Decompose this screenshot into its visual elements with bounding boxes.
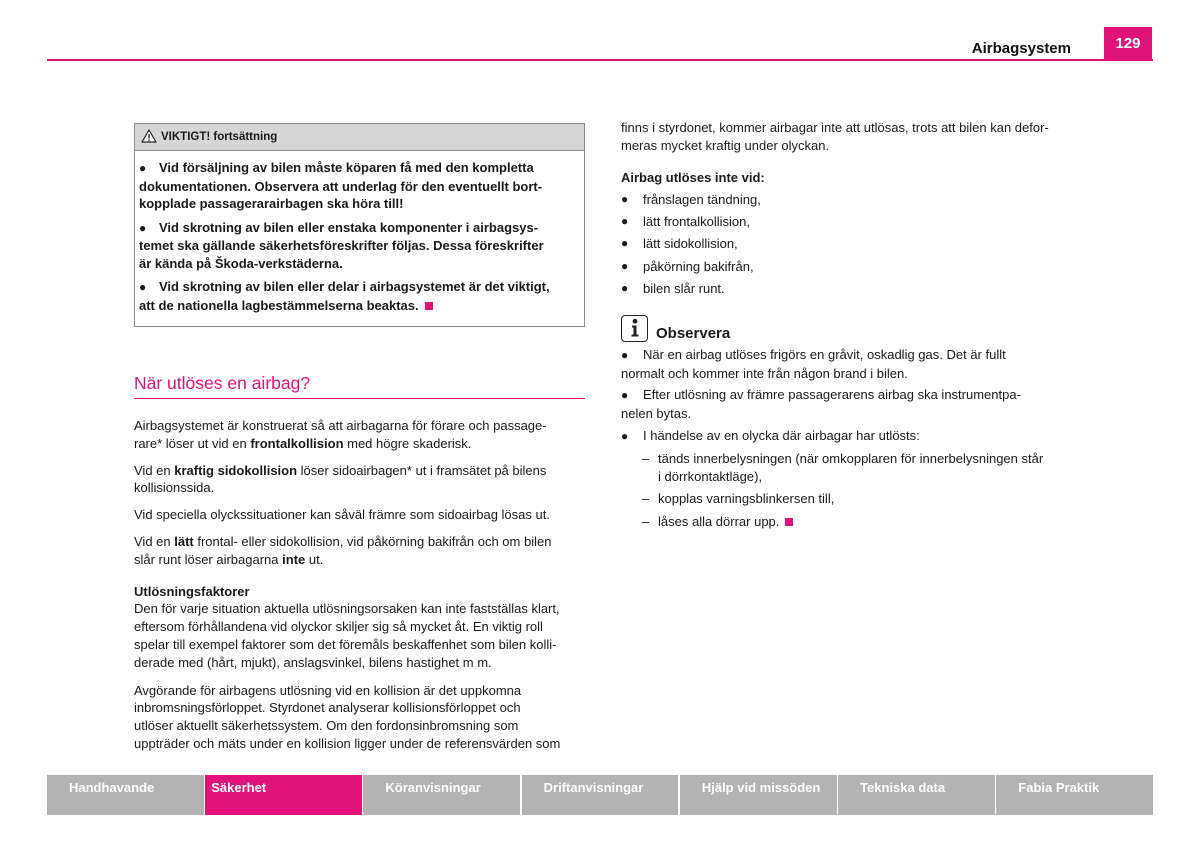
list-item: ● I händelse av en olycka där airbagar har utlösts:	[621, 427, 1076, 446]
tab-handhavande[interactable]: Handhavande	[47, 775, 204, 815]
paragraph: Den för varje situation aktuella utlösningsorsaken kan inte fastställas klart, eftersom förhållandena vid olyckor skiljer sig så mycket åt. En viktig roll spelar till exempel faktorer som det föremåls beskaffenhet som bilen kolli- derade med (hårt, mjukt), anslagsvinkel, bilens hastighet m m.	[134, 601, 560, 670]
dash-icon: –	[642, 451, 650, 467]
paragraph: Avgörande för airbagens utlösning vid en kollision är det uppkomna inbromsningsförloppet. Styrdonet analyserar kollisionsförloppet och utlöser aktuellt säkerhetssystem. Om den fordonsinbromsning som uppträder och mäts under en kollision ligger under de referensvärden som	[134, 682, 561, 751]
paragraph: Vid speciella olyckssituationer kan såväl främre som sidoairbag lösas ut.	[134, 507, 550, 523]
header-divider	[47, 59, 1153, 61]
page-number: 129	[1104, 27, 1152, 60]
sub-list-item: – kopplas varningsblinkersen till,	[642, 491, 835, 507]
note-title: Observera	[656, 324, 731, 342]
note-header	[621, 315, 1076, 342]
left-column	[134, 123, 585, 753]
bullet-icon: ●	[621, 191, 629, 206]
bullet-icon: ●	[139, 220, 147, 235]
tab-hjalp-vid-missoden[interactable]: Hjälp vid missöden	[680, 775, 837, 815]
tab-tekniska-data[interactable]: Tekniska data	[838, 775, 995, 815]
bullet-icon: ●	[621, 281, 629, 296]
tab-koranvisningar[interactable]: Köranvisningar	[363, 775, 520, 815]
list-item: ● frånslagen tändning,	[621, 191, 761, 207]
end-marker-icon	[785, 518, 793, 526]
list-item: ● Efter utlösning av främre passagerarens airbag ska instrumentpa- nelen bytas.	[621, 387, 1021, 422]
bullet-icon: ●	[139, 280, 147, 294]
warning-body	[135, 151, 584, 326]
dash-icon: –	[642, 513, 650, 529]
warning-header	[135, 124, 584, 151]
sub-list-item: – tänds innerbelysningen (när omkopplaren för innerbelysningen står i dörrkontaktläge),	[642, 451, 1044, 485]
dash-icon: –	[642, 491, 650, 507]
paragraph: Vid en lätt frontal- eller sidokollision, vid påkörning bakifrån och om bilen slår runt löser airbagarna inte ut.	[134, 533, 552, 567]
list-item: ● När en airbag utlöses frigörs en gråvit, oskadlig gas. Det är fullt normalt och kommer inte från någon brand i bilen.	[621, 346, 1006, 381]
paragraph: finns i styrdonet, kommer airbagar inte att utlösas, trots att bilen kan defor- meras mycket kraftig under olyckan.	[621, 120, 1049, 153]
bullet-icon: ●	[621, 429, 629, 444]
subheading: Utlösningsfaktorer	[134, 583, 250, 599]
bullet-icon: ●	[139, 161, 147, 175]
warning-triangle-icon	[141, 129, 161, 146]
header-title: Airbagsystem	[971, 40, 1071, 57]
list-item: ● påkörning bakifrån,	[621, 258, 754, 274]
warning-item: ● Vid skrotning av bilen eller delar i airbagsystemet är det viktigt, att de nationella lagbestämmelserna beaktas.	[139, 279, 550, 313]
tab-fabia-praktik[interactable]: Fabia Praktik	[996, 775, 1153, 815]
warning-box	[134, 123, 585, 327]
bullet-icon: ●	[621, 388, 629, 403]
paragraph: Airbagsystemet är konstruerat så att airbagarna för förare och passage- rare* löser ut vid en frontalkollision med högre skaderisk.	[134, 418, 547, 451]
list-item: ● bilen slår runt.	[621, 281, 725, 297]
warning-item: ● Vid försäljning av bilen måste köparen få med den kompletta dokumentationen. Observera att underlag för den eventuellt bort- kopplade passagerarairbagen ska höra till!	[139, 160, 543, 211]
bullet-icon: ●	[621, 236, 629, 251]
paragraph: Vid en kraftig sidokollision löser sidoairbagen* ut i framsätet på bilens kollisionssida.	[134, 462, 547, 496]
bullet-icon: ●	[621, 214, 629, 229]
warning-item: ● Vid skrotning av bilen eller enstaka komponenter i airbagsys- temet ska gällande säkerhetsföreskrifter följas. Dessa föreskrifter är kända på Škoda-verkstäderna.	[139, 219, 544, 271]
sub-list-item: – låses alla dörrar upp.	[621, 513, 1076, 531]
section-heading: När utlöses en airbag?	[134, 373, 585, 399]
tab-driftanvisningar[interactable]: Driftanvisningar	[522, 775, 679, 815]
subheading: Airbag utlöses inte vid:	[621, 169, 765, 185]
warning-title: VIKTIGT! fortsättning	[161, 131, 278, 143]
list-item: ● lätt sidokollision,	[621, 236, 738, 252]
tab-sakerhet[interactable]: Säkerhet	[205, 775, 362, 815]
end-marker-icon	[425, 302, 433, 310]
right-column	[621, 119, 1076, 531]
list-item: ● lätt frontalkollision,	[621, 214, 750, 230]
bullet-icon: ●	[621, 258, 629, 273]
bullet-icon: ●	[621, 347, 629, 362]
footer-nav	[47, 775, 1153, 815]
info-icon	[621, 315, 648, 342]
